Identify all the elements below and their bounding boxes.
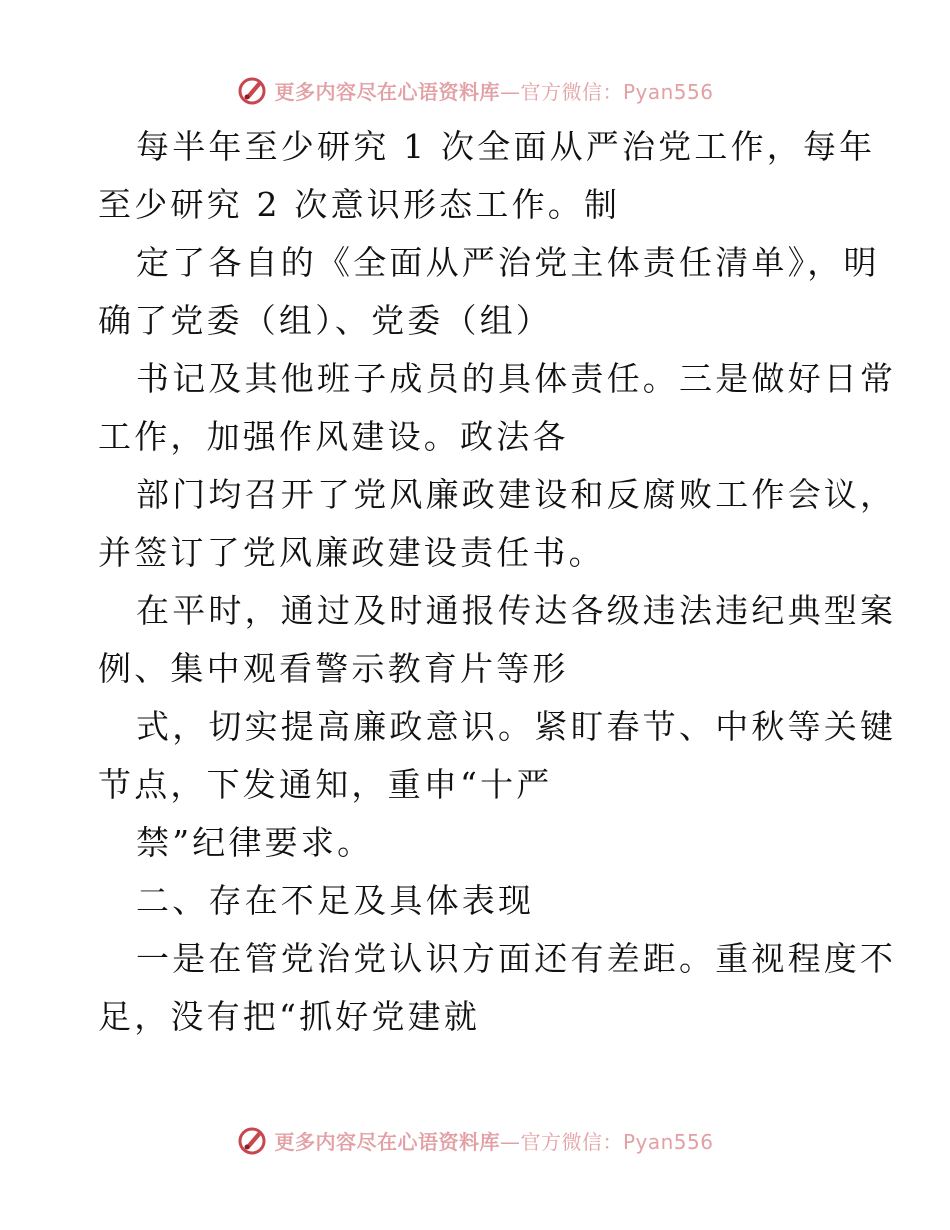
footer-watermark xyxy=(0,1120,950,1160)
text-line: 例、集中观看警示教育片等形 xyxy=(98,649,569,688)
watermark-site: 更多内容尽在心语资料库 xyxy=(274,1129,500,1154)
text-line: 确了党委（组）、党委（组） xyxy=(98,301,553,340)
section-heading: 二、存在不足及具体表现 xyxy=(136,881,535,920)
text-line: 禁”纪律要求。 xyxy=(136,823,374,862)
quill-ink-icon xyxy=(236,74,268,106)
text-line: 工作，加强作风建设。政法各 xyxy=(98,417,569,456)
text-line: 书记及其他班子成员的具体责任。三是做好日常 xyxy=(136,359,897,398)
watermark-site: 更多内容尽在心语资料库 xyxy=(274,79,500,104)
text-line: 至少研究 2 次意识形态工作。制 xyxy=(98,185,621,224)
quill-ink-icon xyxy=(236,1124,268,1156)
watermark-text xyxy=(274,76,713,105)
watermark-text xyxy=(274,1126,713,1155)
document-body xyxy=(98,118,897,1046)
text-line: 在平时，通过及时通报传达各级违法违纪典型案 xyxy=(136,591,897,630)
text-line: 一是在管党治党认识方面还有差距。重视程度不 xyxy=(136,939,897,978)
watermark-contact: 官方微信：Pyan556 xyxy=(520,79,714,104)
watermark-dash: — xyxy=(499,79,521,104)
text-line: 定了各自的《全面从严治党主体责任清单》，明 xyxy=(136,243,880,282)
text-line: 并签订了党风廉政建设责任书。 xyxy=(98,533,605,572)
watermark-contact: 官方微信：Pyan556 xyxy=(520,1129,714,1154)
text-line: 部门均召开了党风廉政建设和反腐败工作会议， xyxy=(136,475,897,514)
text-line: 每半年至少研究 1 次全面从严治党工作，每年 xyxy=(136,127,876,166)
header-watermark xyxy=(0,70,950,110)
watermark-dash: — xyxy=(499,1129,521,1154)
text-line: 足，没有把“抓好党建就 xyxy=(98,997,481,1036)
text-line: 式，切实提高廉政意识。紧盯春节、中秋等关键 xyxy=(136,707,897,746)
text-line: 节点，下发通知，重申“十严 xyxy=(98,765,553,804)
